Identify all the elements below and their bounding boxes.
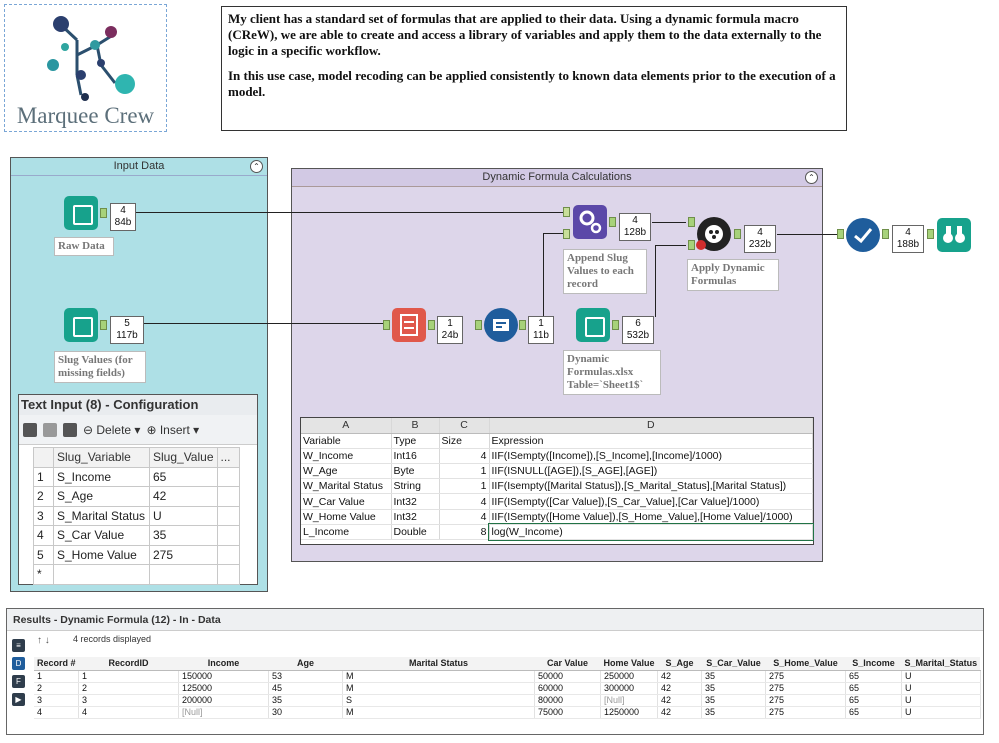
table-row: 3 3 200000 35 S 80000 [Null] 42 35 275 65 U [34, 694, 980, 706]
results-grid[interactable] [34, 657, 981, 719]
sheet-cell: Variable [301, 433, 391, 448]
column-header[interactable]: Slug_Variable [54, 448, 150, 468]
sheet-row: W_Car Value Int32 4 IIF(ISempty([Car Value]),[S_Car_Value],[Car Value]/1000) [301, 494, 813, 509]
connection-line [543, 233, 544, 318]
output-anchor[interactable] [519, 320, 526, 330]
sheet-cell: Size [439, 433, 489, 448]
grid-row [34, 506, 240, 526]
description-box [221, 6, 847, 131]
slug-values-record-badge [110, 316, 144, 344]
error-indicator-icon [696, 240, 706, 250]
text-input-configuration-panel [18, 394, 258, 585]
input-data-header [11, 158, 267, 176]
table-row: 4 4 [Null] 30 M 75000 1250000 42 35 275 65 U [34, 706, 980, 718]
connection-line [652, 222, 686, 223]
summarize-icon [484, 308, 518, 342]
description-paragraph-2: In this use case, model recoding can be applied consistently to known data elements prior to the execution of a model. [228, 68, 836, 99]
connection-line [655, 245, 686, 246]
output-anchor[interactable] [100, 320, 107, 330]
input-anchor[interactable] [475, 320, 482, 330]
delete-button[interactable]: ⊖ Delete ▾ [83, 422, 141, 437]
input-data-title: Input Data [113, 160, 165, 172]
slug-values-caption: Slug Values (for missing fields) [54, 351, 146, 383]
grid-cell[interactable]: 42 [150, 487, 218, 507]
badge-count: 4 [120, 205, 126, 216]
apply-caption: Apply Dynamic Formulas [687, 259, 779, 291]
sheet-row: W_Marital Status String 1 IIF(Isempty([Marital Status]),[S_Marital_Status],[Marital Status]) [301, 479, 813, 494]
marquee-crew-logo [4, 4, 167, 132]
column-header[interactable]: ... [217, 448, 239, 468]
connection-line [543, 233, 563, 234]
row-number: 4 [34, 526, 54, 546]
column-letter: A [301, 418, 391, 433]
browse-tool-icon[interactable] [937, 218, 971, 252]
folder-icon[interactable] [23, 423, 37, 437]
table-row: 2 2 125000 45 M 60000 300000 42 35 275 65 U [34, 682, 980, 694]
results-header-row [34, 657, 980, 670]
column-header: S_Age [658, 657, 702, 670]
column-header: S_Car_Value [702, 657, 766, 670]
grid-cell[interactable]: 35 [150, 526, 218, 546]
badge-count: 1 [538, 318, 544, 329]
new-row-marker: * [34, 565, 54, 585]
collapse-icon[interactable]: ⌃ [805, 171, 818, 184]
badge-size: 532b [626, 330, 650, 341]
sheet-row: W_Income Int16 4 IIF(ISempty([Income]),[S_Income],[Income]/1000) [301, 448, 813, 463]
transpose-tool-icon[interactable] [392, 308, 426, 342]
column-header: Age [269, 657, 343, 670]
append-record-badge [619, 213, 651, 241]
connection-line [135, 212, 563, 213]
delete-label: Delete [96, 422, 132, 437]
summarize-record-badge [528, 316, 554, 344]
grid-cell[interactable]: S_Income [54, 467, 150, 487]
binoculars-icon [937, 218, 971, 252]
sheet-row: W_Home Value Int32 4 IIF(ISempty([Home Value]),[S_Home_Value],[Home Value]/1000) [301, 509, 813, 524]
row-number: 5 [34, 545, 54, 565]
row-number: 1 [34, 467, 54, 487]
spreadsheet-grid [301, 418, 813, 540]
select-tool-icon[interactable] [846, 218, 880, 252]
list-icon[interactable]: ≡ [12, 639, 25, 652]
badge-count: 4 [632, 215, 638, 226]
transpose-record-badge [437, 316, 463, 344]
checkmark-icon [846, 218, 880, 252]
output-anchor[interactable] [428, 320, 435, 330]
config-toolbar [19, 415, 257, 445]
raw-data-record-badge [110, 203, 136, 231]
output-anchor[interactable] [100, 208, 107, 218]
gear-icon [573, 205, 607, 239]
text-input-grid[interactable] [33, 447, 240, 585]
grid-row [34, 545, 240, 565]
output-anchor[interactable] [609, 217, 616, 227]
raw-data-input-tool-icon[interactable] [64, 196, 98, 230]
badge-count: 4 [905, 227, 911, 238]
column-header: Home Value [601, 657, 658, 670]
connection-line [655, 245, 656, 317]
input-anchor[interactable] [383, 320, 390, 330]
grid-row [34, 526, 240, 546]
data-view-icon[interactable]: D [12, 657, 25, 670]
connection-line [777, 234, 837, 235]
dynamic-formulas-record-badge [622, 316, 654, 344]
results-title: Results - Dynamic Formula (12) - In - Data [7, 609, 983, 631]
grid-row [34, 487, 240, 507]
grid-cell[interactable]: 65 [150, 467, 218, 487]
connection-line [143, 323, 383, 324]
dynamic-formulas-caption: Dynamic Formulas.xlsx Table=`Sheet1$` [563, 350, 661, 395]
column-letter: C [439, 418, 489, 433]
output-anchor[interactable] [734, 229, 741, 239]
collapse-icon[interactable]: ⌃ [250, 160, 263, 173]
copy-icon[interactable] [43, 423, 57, 437]
grid-cell[interactable]: S_Age [54, 487, 150, 507]
records-count: 4 records displayed [73, 634, 152, 644]
output-anchor[interactable] [612, 320, 619, 330]
badge-size: 232b [748, 239, 772, 250]
dynamic-formulas-input-tool-icon[interactable] [576, 308, 610, 342]
grid-new-row [34, 565, 240, 585]
apply-record-badge [744, 225, 776, 253]
grid-cell[interactable]: U [150, 506, 218, 526]
tag-icon[interactable]: ▶ [12, 693, 25, 706]
insert-button[interactable]: ⊕ Insert ▾ [146, 422, 200, 437]
formula-input-anchor[interactable] [688, 240, 695, 250]
insert-label: Insert [159, 422, 190, 437]
dynamic-formula-header [292, 169, 822, 187]
column-header: S_Marital_Status [902, 657, 981, 670]
input-anchor[interactable] [837, 229, 844, 239]
badge-count: 4 [757, 227, 763, 238]
grid-cell[interactable]: S_Car Value [54, 526, 150, 546]
badge-size: 24b [441, 330, 459, 341]
column-header: Car Value [535, 657, 601, 670]
column-header: Record # [34, 657, 79, 670]
sheet-cell: Expression [489, 433, 813, 448]
grid-cell[interactable]: S_Home Value [54, 545, 150, 565]
config-title: Text Input (8) - Configuration [19, 395, 257, 415]
column-letter-row [301, 418, 813, 433]
logo-network-icon [5, 5, 168, 105]
source-input-anchor[interactable] [563, 229, 570, 239]
column-header: S_Home_Value [766, 657, 846, 670]
fields-view-icon[interactable]: F [12, 675, 25, 688]
raw-data-caption: Raw Data [54, 237, 114, 256]
target-input-anchor[interactable] [563, 207, 570, 217]
sheet-header-row [301, 433, 813, 448]
data-input-anchor[interactable] [688, 217, 695, 227]
column-letter: B [391, 418, 439, 433]
badge-count: 5 [124, 318, 130, 329]
output-anchor[interactable] [882, 229, 889, 239]
badge-count: 1 [447, 318, 453, 329]
paste-icon[interactable] [63, 423, 77, 437]
results-panel [6, 608, 984, 735]
badge-count: 6 [635, 318, 641, 329]
dynamic-formula-title: Dynamic Formula Calculations [482, 171, 632, 183]
badge-size: 128b [623, 227, 647, 238]
column-header: Income [179, 657, 269, 670]
append-caption: Append Slug Values to each record [563, 249, 647, 294]
sort-arrows-icon[interactable]: ↑ ↓ [37, 635, 50, 646]
row-number: 2 [34, 487, 54, 507]
row-number: 3 [34, 506, 54, 526]
dynamic-formulas-spreadsheet [300, 417, 814, 545]
column-header: S_Income [846, 657, 902, 670]
column-header: Marital Status [343, 657, 535, 670]
append-fields-tool-icon[interactable] [573, 205, 607, 239]
table-row: 1 1 150000 53 M 50000 250000 42 35 275 65 U [34, 670, 980, 682]
grid-cell[interactable]: 275 [150, 545, 218, 565]
grid-header-row [34, 448, 240, 468]
input-anchor[interactable] [927, 229, 934, 239]
badge-size: 188b [896, 239, 920, 250]
select-record-badge [892, 225, 924, 253]
column-letter: D [489, 418, 813, 433]
sheet-cell: Type [391, 433, 439, 448]
badge-size: 11b [533, 330, 549, 341]
sheet-row: W_Age Byte 1 IIF(ISNULL([AGE]),[S_AGE],[AGE]) [301, 464, 813, 479]
column-header: RecordID [79, 657, 179, 670]
logo-text: Marquee Crew [16, 103, 155, 128]
transpose-icon [392, 308, 426, 342]
grid-row [34, 467, 240, 487]
description-paragraph-1: My client has a standard set of formulas that are applied to their data. Using a dynamic formula macro (CReW), we are able to create and access a library of variables and apply them to the data externally to the logic in a specific workflow. [228, 11, 822, 58]
grid-cell[interactable]: S_Marital Status [54, 506, 150, 526]
column-header[interactable]: Slug_Value [150, 448, 218, 468]
summarize-tool-icon[interactable] [484, 308, 518, 342]
slug-values-input-tool-icon[interactable] [64, 308, 98, 342]
selected-cell: log(W_Income) [489, 524, 813, 539]
results-side-toolbar [12, 639, 26, 711]
badge-size: 117b [116, 330, 138, 341]
sheet-row: L_Income Double 8 log(W_Income) [301, 524, 813, 539]
badge-size: 84b [114, 217, 132, 228]
